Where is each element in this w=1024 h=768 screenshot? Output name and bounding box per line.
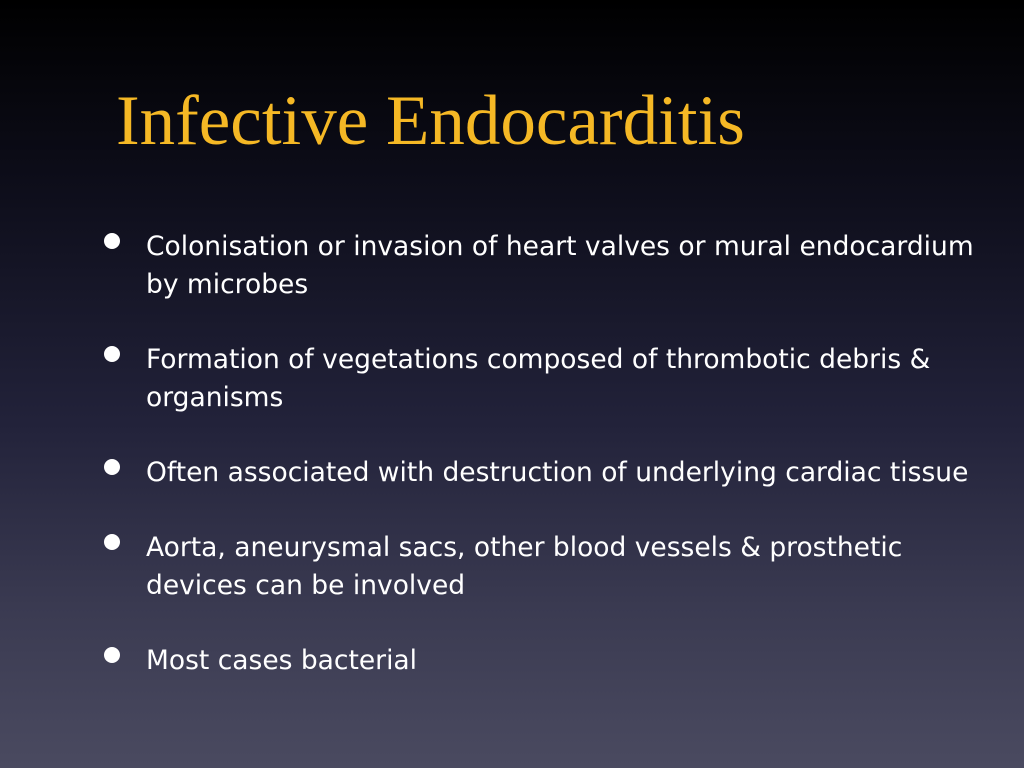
bullet-item: [104, 228, 984, 304]
slide-title: Infective Endocarditis: [116, 82, 745, 160]
bullet-text: Often associated with destruction of underlying cardiac tissue: [146, 457, 969, 488]
bullet-list: [104, 228, 984, 680]
bullet-item: [104, 529, 984, 605]
bullet-item: [104, 642, 984, 680]
bullet-text: Formation of vegetations composed of thrombotic debris & organisms: [146, 344, 931, 413]
bullet-icon: [104, 647, 120, 663]
bullet-icon: [104, 233, 120, 249]
bullet-icon: [104, 534, 120, 550]
bullet-icon: [104, 346, 120, 362]
bullet-text: Most cases bacterial: [146, 645, 418, 676]
bullet-item: [104, 454, 984, 492]
bullet-item: [104, 341, 984, 417]
bullet-icon: [104, 459, 120, 475]
bullet-text: Colonisation or invasion of heart valves or mural endocardium by microbes: [146, 231, 974, 300]
bullet-text: Aorta, aneurysmal sacs, other blood vessels & prosthetic devices can be involved: [146, 532, 903, 601]
